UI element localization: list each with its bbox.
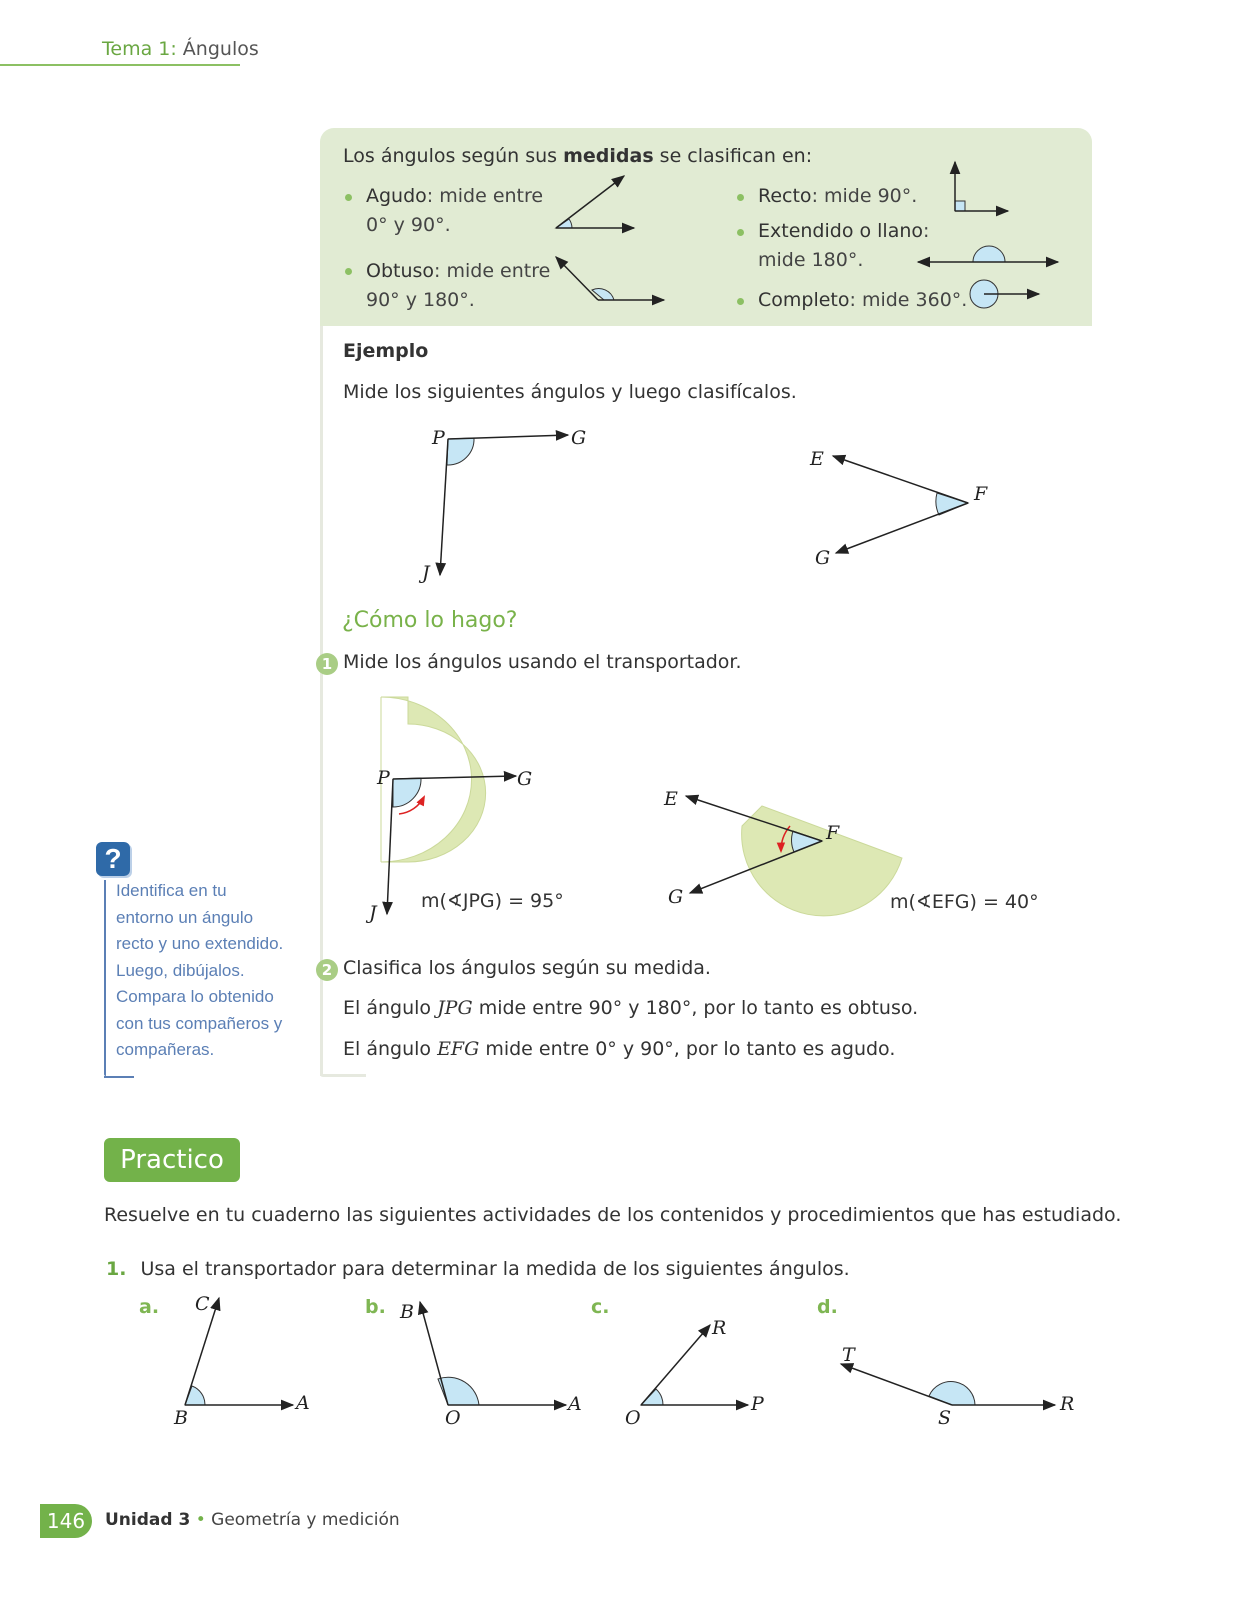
label-f: F — [974, 483, 988, 505]
example-heading: Ejemplo — [343, 340, 429, 362]
subitem-b: b. — [365, 1296, 386, 1318]
practice-angle-d — [841, 1344, 1074, 1429]
pt-d-s: S — [938, 1407, 952, 1429]
side-note-rule-bottom — [104, 1076, 134, 1078]
label-e: E — [810, 448, 824, 470]
item-obtuso: Obtuso: mide entre — [366, 260, 551, 282]
practico-item-1: 1. Usa el transportador para determinar la medida de los siguientes ángulos. — [106, 1258, 850, 1280]
icon-full-angle — [970, 280, 1039, 308]
item-extendido: Extendido o llano: — [758, 220, 930, 242]
item-agudo: Agudo: mide entre — [366, 185, 544, 207]
item-agudo-line2: 0° y 90°. — [366, 214, 451, 236]
side-note-rule — [104, 880, 106, 1076]
subitem-d: d. — [817, 1296, 838, 1318]
page-number: 146 — [40, 1504, 92, 1538]
icon-straight-angle — [918, 246, 1058, 262]
step-1-text: Mide los ángulos usando el transportador. — [343, 651, 742, 673]
measure-efg: m(∢EFG) = 40° — [890, 891, 1039, 913]
pt-d-r: R — [1060, 1393, 1075, 1415]
label-g2: G — [815, 547, 831, 569]
practice-angle-b — [399, 1301, 582, 1429]
icon-acute-angle — [556, 176, 634, 228]
label-j: J — [422, 562, 430, 584]
pt-c-r: R — [712, 1317, 727, 1339]
pt-b-a: A — [568, 1393, 582, 1415]
practico-instruction: Resuelve en tu cuaderno las siguientes actividades de los contenidos y procedimientos que has estudiado. — [104, 1204, 1122, 1226]
step-2-text: Clasifica los ángulos según su medida. — [343, 957, 711, 979]
label-g-m2: G — [668, 886, 684, 908]
subitem-a: a. — [139, 1296, 160, 1318]
pt-b-o: O — [445, 1407, 461, 1429]
icon-right-angle — [955, 162, 1008, 211]
practice-angle-c — [625, 1317, 765, 1429]
practice-angle-a — [173, 1293, 310, 1429]
icon-obtuse-angle — [556, 257, 664, 300]
side-note-text: Identifica en tu entorno un ángulo recto y uno extendido. Luego, dibújalos. Compara lo obtenido con tus compañeros y compañeras. — [116, 881, 284, 1059]
label-e-m: E — [664, 788, 678, 810]
question-icon: ? — [96, 842, 130, 876]
pt-a-a: A — [296, 1392, 310, 1414]
pt-b-b: B — [400, 1301, 414, 1323]
label-g: G — [571, 427, 587, 449]
classification-intro: Los ángulos según sus medidas se clasifican en: — [343, 145, 813, 167]
step-2-badge: 2 — [316, 959, 338, 981]
footer-unit: Unidad 3 • Geometría y medición — [105, 1510, 400, 1530]
tema-title: Ángulos — [182, 38, 259, 60]
item-recto: Recto: mide 90°. — [758, 185, 918, 207]
pt-c-p: P — [751, 1393, 764, 1415]
pt-a-b: B — [174, 1407, 188, 1429]
item-extendido-line2: mide 180°. — [758, 249, 864, 271]
como-heading: ¿Cómo lo hago? — [342, 608, 518, 633]
label-f-m: F — [826, 822, 840, 844]
pt-d-t: T — [842, 1344, 855, 1366]
item-completo: Completo: mide 360°. — [758, 289, 968, 311]
subitem-c: c. — [591, 1296, 610, 1318]
label-g-m: G — [517, 768, 533, 790]
example-angle-efg — [809, 448, 988, 569]
label-p: P — [432, 427, 445, 449]
label-p-m: P — [377, 767, 390, 789]
measure-jpg: m(∢JPG) = 95° — [421, 890, 564, 912]
example-angle-jpg — [418, 427, 586, 584]
tema-label: Tema 1: — [102, 38, 177, 60]
pt-a-c: C — [195, 1293, 210, 1315]
item-obtuso-line2: 90° y 180°. — [366, 289, 475, 311]
conclusion-efg: El ángulo EFG mide entre 0° y 90°, por lo tanto es agudo. — [343, 1038, 896, 1060]
step-1-badge: 1 — [316, 653, 338, 675]
pt-c-o: O — [625, 1407, 641, 1429]
example-instruction: Mide los siguientes ángulos y luego clasifícalos. — [343, 381, 797, 403]
label-j-m: J — [369, 902, 377, 924]
conclusion-jpg: El ángulo JPG mide entre 90° y 180°, por lo tanto es obtuso. — [343, 997, 919, 1019]
practico-badge: Practico — [104, 1138, 240, 1182]
